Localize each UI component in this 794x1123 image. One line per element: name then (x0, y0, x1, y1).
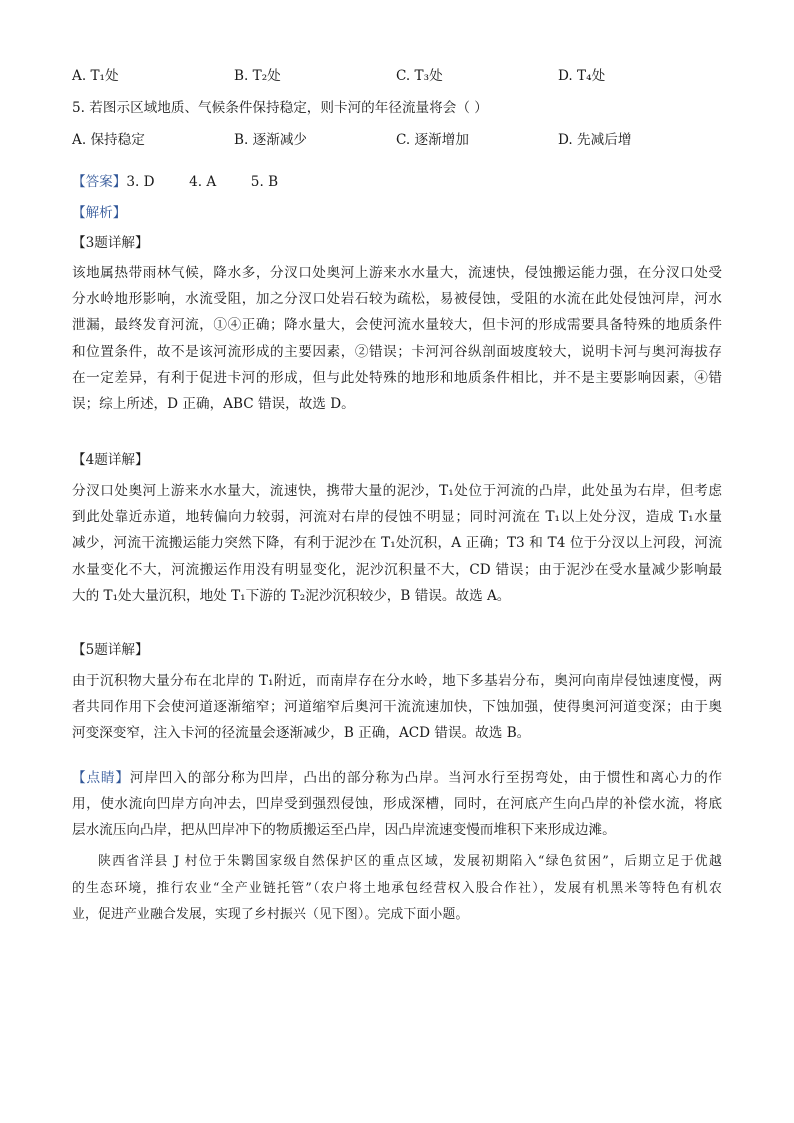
q5-options (72, 130, 722, 150)
q3-line: 泄漏，最终发育河流，①④正确；降水量大，会使河流水量较大，但卡河的形成需要具备特殊的地质条件 (72, 317, 722, 334)
q5-option-b[interactable]: B. 逐渐减少 (234, 132, 308, 148)
q4-line: 减少，河流干流搬运能力突然下降，有利于泥沙在 T₁处沉积，A 正确；T3 和 T4 位于分汊以上河段，河流 (72, 535, 722, 552)
q5-option-c[interactable]: C. 逐渐增加 (396, 132, 469, 148)
q5-detail (72, 668, 722, 747)
tip-block (72, 765, 722, 844)
tip-line: 用，使水流向凹岸方向冲去，凹岸受到强烈侵蚀，形成深槽，同时，在河底产生向凸岸的补偿水流，将底 (72, 796, 722, 813)
passage-line: 的生态环境，推行农业“全产业链托管”（农户将土地承包经营权入股合作社），发展有机黑米等特色有机农 (72, 880, 722, 896)
tip-line: 层水流压向凸岸，把从凹岸冲下的物质搬运至凸岸，因凸岸流速变慢而堆积下来形成边滩。 (72, 822, 616, 839)
reading-passage (72, 849, 722, 929)
q4-line: 大的 T₁处大量沉积，地处 T₁下游的 T₂泥沙沉积较少，B 错误。故选 A。 (72, 587, 511, 604)
q5-heading: 【5题详解】 (72, 642, 149, 658)
q4-detail (72, 478, 722, 609)
q3-line: 和位置条件，故不是该河流形成的主要因素，②错误；卡河河谷纵剖面坡度较大，说明卡河与奥河海拔存 (72, 343, 722, 360)
q5-line: 由于沉积物大量分布在北岸的 T₁附近，而南岸存在分水岭，地下多基岩分布，奥河向南岸侵蚀速度慢，两 (72, 673, 722, 689)
q3-line: 在一定差异，有利于促进卡河的形成，但与此处特殊的地形和地质条件相比，并不是主要影响因素，④错 (72, 369, 722, 386)
passage-line: 陕西省洋县 J 村位于朱鹮国家级自然保护区的重点区域，发展初期陷入“绿色贫困”，后期立足于优越 (98, 854, 722, 869)
tip-line: 河岸凹入的部分称为凹岸，凸出的部分称为凸岸。当河水行至拐弯处，由于惯性和离心力的作 (129, 770, 723, 786)
analysis-label: 【解析】 (72, 205, 127, 221)
q4-options (72, 66, 722, 86)
q5-stem: 5. 若图示区域地质、气候条件保持稳定，则卡河的年径流量将会（ ） (72, 100, 488, 116)
q3-detail (72, 260, 722, 417)
q5-option-d[interactable]: D. 先减后增 (558, 132, 632, 148)
q3-line: 分水岭地形影响，水流受阻，加之分汊口处岩石较为疏松，易被侵蚀，受阻的水流在此处侵蚀河岸，河水 (72, 291, 722, 308)
q4-line: 分汊口处奥河上游来水水量大，流速快，携带大量的泥沙，T₁处位于河流的凸岸，此处虽为右岸，但考虑 (72, 483, 722, 499)
tip-label: 【点睛】 (72, 770, 130, 786)
q5-line: 者共同作用下会使河道逐渐缩窄；河道缩窄后奥河干流流速加快，下蚀加强，使得奥河河道变深；由于奥 (72, 699, 722, 716)
answer-label: 【答案】 (72, 174, 127, 190)
q3-heading: 【3题详解】 (72, 235, 149, 251)
q4-option-c[interactable]: C. T₃处 (396, 68, 443, 84)
q3-line: 该地属热带雨林气候，降水多，分汊口处奥河上游来水水量大，流速快，侵蚀搬运能力强，在分汊口处受 (72, 265, 722, 281)
q5-line: 河变深变窄，注入卡河的径流量会逐渐减少，B 正确，ACD 错误。故选 B。 (72, 725, 531, 742)
answer-line (72, 172, 722, 192)
q3-line: 误；综上所述，D 正确，ABC 错误，故选 D。 (72, 396, 355, 413)
q4-line: 水量变化不大，河流搬运作用没有明显变化，泥沙沉积量不大，CD 错误；由于泥沙在受水量减少影响最 (72, 561, 722, 578)
q5-option-a[interactable]: A. 保持稳定 (72, 132, 145, 148)
q4-line: 到此处靠近赤道，地转偏向力较弱，河流对右岸的侵蚀不明显；同时河流在 T₁以上处分汊，造成 T₁水量 (72, 509, 722, 526)
q4-heading: 【4题详解】 (72, 452, 149, 468)
answer-values: 3. D 4. A 5. B (126, 174, 279, 190)
q4-option-b[interactable]: B. T₂处 (234, 68, 281, 84)
tip-first-line (72, 765, 722, 791)
q4-option-a[interactable]: A. T₁处 (72, 68, 119, 84)
passage-line: 业，促进产业融合发展，实现了乡村振兴（见下图）。完成下面小题。 (72, 907, 469, 922)
q4-option-d[interactable]: D. T₄处 (558, 68, 606, 84)
